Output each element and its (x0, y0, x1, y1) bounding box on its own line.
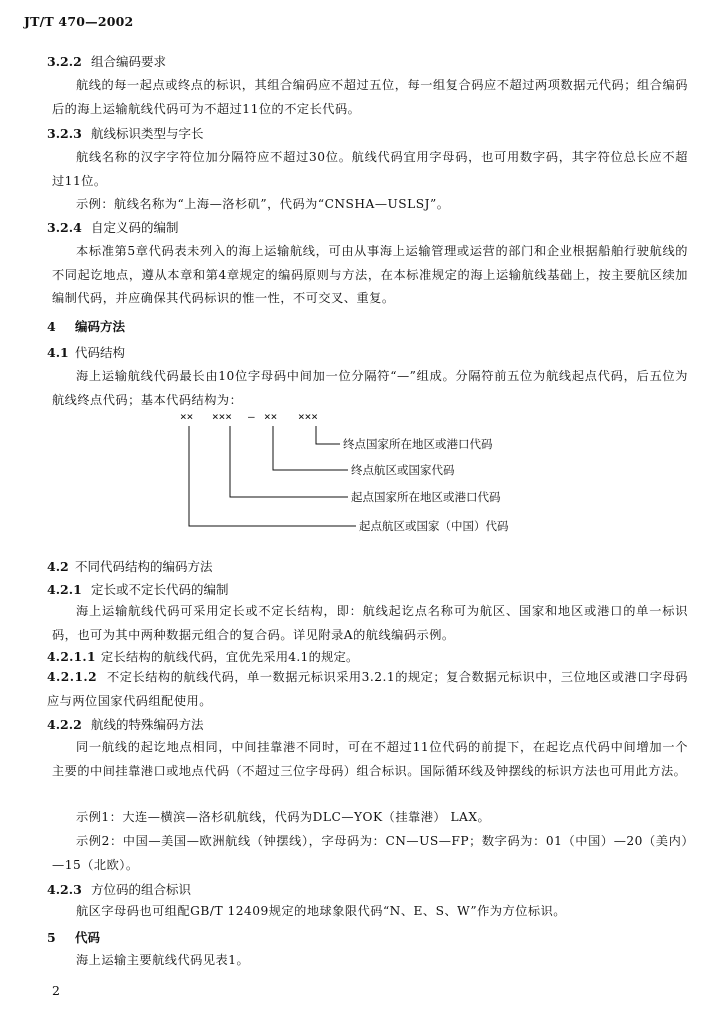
section-number: 4.2.1.1 (47, 650, 96, 664)
example-1-4-2-2: 示例1：大连—横滨—洛杉矶航线，代码为DLC—YOK（挂靠港） LAX。 (76, 810, 491, 824)
paragraph-4-2-3: 航区字母码也可组配GB/T 12409规定的地球象限代码“N、E、S、W”作为方位标识。 (76, 904, 566, 918)
label-origin-port: 起点国家所在地区或港口代码 (351, 490, 501, 504)
example-3-2-3: 示例：航线名称为“上海—洛杉矶”，代码为“CNSHA—USLSJ”。 (76, 197, 450, 211)
section-number: 4.2.1.2 (47, 670, 98, 684)
section-title: 自定义码的编制 (91, 220, 179, 235)
paragraph-3-2-2: 航线的每一起点或终点的标识，其组合编码应不超过五位，每一组复合码应不超过两项数据元代码；组合编码后的海上运输航线代码可为不超过11位的不定长代码。 (52, 78, 688, 116)
leader-line-origin-port (230, 426, 348, 497)
heading-4 (47, 317, 125, 335)
symbol-origin-port: ××× (212, 410, 232, 423)
heading-4-2-3 (47, 880, 191, 898)
section-number: 3.2.3 (47, 126, 82, 141)
clause-4-2-1-1 (47, 648, 359, 665)
label-origin-region: 起点航区或国家（中国）代码 (359, 519, 509, 533)
section-number: 5 (47, 930, 56, 945)
heading-5 (47, 928, 100, 946)
section-title: 定长或不定长代码的编制 (91, 582, 229, 597)
heading-3-2-4 (47, 218, 179, 236)
section-title: 代码 (75, 930, 101, 945)
heading-3-2-3 (47, 124, 204, 142)
section-title: 编码方法 (75, 319, 126, 334)
section-title: 航线标识类型与字长 (91, 126, 204, 141)
section-number: 4 (47, 319, 56, 334)
standard-code: JT/T 470—2002 (24, 14, 134, 29)
paragraph-5: 海上运输主要航线代码见表1。 (76, 953, 250, 967)
section-title: 航线的特殊编码方法 (91, 717, 204, 732)
section-number: 4.2 (47, 559, 69, 574)
section-number: 4.2.2 (47, 717, 82, 732)
symbol-separator: — (248, 410, 255, 423)
section-number: 3.2.2 (47, 54, 82, 69)
example-2-4-2-2: 示例2：中国—美国—欧洲航线（钟摆线），字母码为：CN—US—FP；数字码为：01（中国）—20（美内）—15（北欧）。 (52, 834, 688, 872)
heading-4-2-1 (47, 580, 229, 598)
paragraph-3-2-4: 本标准第5章代码表未列入的海上运输航线，可由从事海上运输管理或运营的部门和企业根据船舶行驶航线的不同起讫地点，遵从本章和第4章规定的编码原则与方法，在本标准规定的海上运输航线基础上，按主要航区续加编制代码，并应确保其代码标识的惟一性，不可交叉、重复。 (52, 244, 688, 305)
leader-line-dest-region (273, 426, 348, 470)
clause-text: 不定长结构的航线代码，单一数据元标识采用3.2.1的规定；复合数据元标识中，三位地区或港口字母码应与两位国家代码组配使用。 (47, 670, 688, 708)
paragraph-3-2-3: 航线名称的汉字字符位加分隔符应不超过30位。航线代码宜用字母码，也可用数字码，其字符位总长应不超过11位。 (52, 150, 688, 188)
section-number: 4.2.3 (47, 882, 82, 897)
heading-4-2-2 (47, 715, 204, 733)
heading-3-2-2 (47, 52, 166, 70)
leader-line-dest-port (316, 426, 340, 444)
section-title: 代码结构 (75, 345, 126, 360)
paragraph-4-2-2: 同一航线的起讫地点相同，中间挂靠港不同时，可在不超过11位代码的前提下，在起讫点代码中间增加一个主要的中间挂靠港口或地点代码（不超过三位字母码）组合标识。国际循环线及钟摆线的标识方法也可用此方法。 (52, 740, 688, 778)
section-title: 方位码的组合标识 (91, 882, 192, 897)
heading-4-2 (47, 557, 213, 575)
section-title: 不同代码结构的编码方法 (75, 559, 213, 574)
page-number: 2 (52, 983, 60, 998)
clause-4-2-1-2 (47, 666, 688, 713)
symbol-dest-port: ××× (298, 410, 318, 423)
section-number: 4.1 (47, 345, 69, 360)
section-number: 4.2.1 (47, 582, 82, 597)
symbol-origin-region: ×× (180, 410, 194, 423)
label-dest-region: 终点航区或国家代码 (351, 463, 455, 477)
symbol-dest-region: ×× (264, 410, 278, 423)
section-title: 组合编码要求 (91, 54, 167, 69)
clause-text: 定长结构的航线代码，宜优先采用4.1的规定。 (101, 650, 359, 664)
heading-4-1 (47, 343, 125, 361)
label-dest-port: 终点国家所在地区或港口代码 (343, 437, 493, 451)
code-structure-diagram (170, 408, 590, 548)
section-number: 3.2.4 (47, 220, 82, 235)
paragraph-4-2-1: 海上运输航线代码可采用定长或不定长结构，即：航线起讫点名称可为航区、国家和地区或港口的单一标识码，也可为其中两种数据元组合的复合码。详见附录A的航线编码示例。 (52, 604, 688, 642)
paragraph-4-1: 海上运输航线代码最长由10位字母码中间加一位分隔符“—”组成。分隔符前五位为航线起点代码，后五位为航线终点代码；基本代码结构为： (52, 369, 688, 407)
